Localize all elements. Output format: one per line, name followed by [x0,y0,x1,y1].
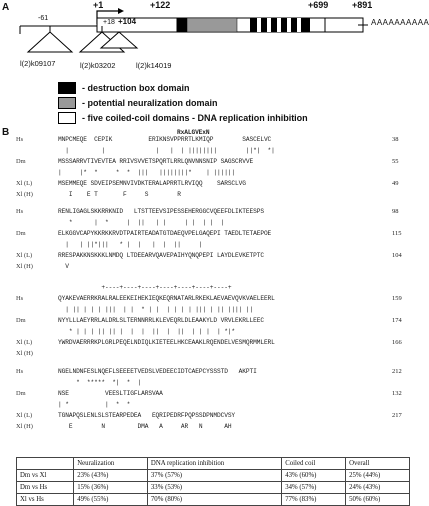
allele-k14019: l(2)k14019 [136,61,172,70]
legend-swatch-gray [58,97,76,109]
legend-text: - five coiled-coil domains - DNA replication inhibition [82,113,308,123]
species-label: Xl (H) [16,191,33,198]
table-header: Neuralization [74,458,148,470]
residue-number: 159 [392,295,402,302]
table-header: Overall [346,458,410,470]
species-label: Xl (L) [16,180,33,187]
pos-plus18: +18 [103,19,115,26]
table-row [17,482,410,494]
species-label: Dm [16,317,26,324]
table-cell: 77% (83%) [282,494,346,506]
sequence-line: TGNAPQSLENLSLSTEARPEDEA EQRIPEDRFPQPSSDPNMDCVSY [58,412,236,419]
sequence-line: YWRDVAERRRKPLGRLPEQELNDIQLKIETEELHKCEAAKLRQENDELVESMQRMMLERL [58,339,275,346]
sequence-line: ELKGGVCAPYKKRKKRVDTPAIRTEADATGTDAEQVPELGAQEPI TAEDLTETAEPOE [58,230,272,237]
panel-a-label: A [2,2,10,13]
sequence-line: +----+----+----+----+----+----+----+ [58,284,232,291]
table-cell: 49% (55%) [74,494,148,506]
table-cell: 24% (43%) [346,482,410,494]
residue-number: 212 [392,368,402,375]
table-header: DNA replication inhibition [147,458,281,470]
residue-number: 38 [392,136,399,143]
identity-table [16,457,410,506]
sequence-line: MSSSARRVTIVEVTEA RRIVSVVETSPQRTLRRLQNVNNSNIP SAGSCRVVE [58,158,254,165]
legend-neuralization [58,97,218,109]
residue-number: 174 [392,317,402,324]
species-label: Xl (L) [16,412,33,419]
legend-text: - potential neuralization domain [82,98,218,108]
sequence-line: * ***** *| * | [58,379,142,386]
insertion-k09107 [28,32,72,52]
panel-b-label: B [2,127,10,138]
sequence-line: * | | | || || | | | || | || | | | | *|* [58,328,236,335]
table-cell: Xl vs Hs [17,494,74,506]
residue-number: 217 [392,412,402,419]
pos-plus122: +122 [150,0,171,10]
residue-number: 132 [392,390,402,397]
table-cell: 15% (36%) [74,482,148,494]
sequence-line: RENLIGAGLSKKRRKNID LTSTTEEVSIPESSEHERGGCVQEEFDLIKTEESPS [58,208,264,215]
species-label: Hs [16,208,24,215]
sequence-line: | || | | | ||| | | * | | | | | | ||| | || |||| || [58,306,254,313]
table-cell: 70% (80%) [147,494,281,506]
species-label: Xl (H) [16,350,33,357]
residue-number: 115 [392,230,402,237]
legend-swatch-white [58,112,76,124]
sequence-line: | | ||*||| * | | | | || | [58,241,203,248]
sequence-line: V [58,263,69,270]
table-cell: Dm vs Xl [17,470,74,482]
pos-plus1: +1 [93,0,104,10]
destruction-box [177,18,187,32]
sequence-line: QYAKEVAERRKRALRALEEKEIHEKIEQKEQRNATARLRKEKLAEVAEVQVKVAELEERL [58,295,275,302]
species-label: Xl (H) [16,423,33,430]
species-label: Dm [16,230,26,237]
sequence-line: I E T F S R [58,191,181,198]
poly-a-tail: AAAAAAAAAA [371,18,429,27]
species-label: Hs [16,368,24,375]
table-cell: 43% (60%) [282,470,346,482]
sequence-line: | |* * * * ||| ||||||||* | |||||| [58,169,236,176]
table-cell: 25% (44%) [346,470,410,482]
allele-k03202: l(2)k03202 [80,61,116,70]
pos-plus104: +104 [118,17,137,26]
header-motif: RxALGVExN [177,129,210,136]
sequence-line: | * | * * [58,401,131,408]
allele-k09107: l(2)k09107 [20,59,56,68]
table-cell: 33% (53%) [147,482,281,494]
residue-number: 104 [392,252,402,259]
sequence-line: MNPCMEQE CEPIK ERIKNSVPPRRTLKMIQP SASCELVC [58,136,272,143]
legend-text: - destruction box domain [82,83,190,93]
species-label: Hs [16,295,24,302]
table-cell: Dm vs Hs [17,482,74,494]
table-header: Coiled coil [282,458,346,470]
species-label: Dm [16,390,26,397]
sequence-line: MSEMMEQE SDVEIPSEMNVIVDKTERALAPRRTLRVIQQ SARSCLVG [58,180,246,187]
species-label: Xl (H) [16,263,33,270]
residue-number: 98 [392,208,399,215]
table-row [17,494,410,506]
arrow-head-icon [118,8,124,14]
neuralization-domain [187,18,237,32]
sequence-line: RRESPAKKNSKKKLNMDQ LTDEEARVQAVEPAIHYQNQPEPI LAYDLEVKETPTC [58,252,264,259]
table-cell: 34% (57%) [282,482,346,494]
species-label: Xl (L) [16,339,33,346]
legend-swatch-black [58,82,76,94]
legend-coiled-coil [58,112,308,124]
table-cell: 37% (57%) [147,470,281,482]
sequence-line: E N DMA A AR N AH [58,423,232,430]
sequence-line: NYYLLLAEYRRLALDRLSLTERNNRRLKLEVEQRLDLEAAKYLD VRVLEKRLLEEC [58,317,264,324]
table-cell: 50% (60%) [346,494,410,506]
residue-number: 49 [392,180,399,187]
table-header [17,458,74,470]
legend-destruction-box [58,82,190,94]
sequence-line: | | | | | |||||||| ||*| *| [58,147,275,154]
species-label: Xl (L) [16,252,33,259]
table-header-row [17,458,410,470]
sequence-line: NGELNDNFESLNQEFLSEEEETVEDSLVEDEECIDTCAEPCYSSSTD AKPTI [58,368,257,375]
exon-3utr [325,18,363,32]
table-cell: 23% (43%) [74,470,148,482]
sequence-line: NSE VEESLTIGFLARSVAA [58,390,163,397]
species-label: Dm [16,158,26,165]
residue-number: 166 [392,339,402,346]
pos-minus61: -61 [38,15,49,22]
sequence-line: * | * | || | | | | | | | [58,219,225,226]
residue-number: 55 [392,158,399,165]
gene-diagram [0,0,418,80]
pos-plus699: +699 [308,0,329,10]
table-row [17,470,410,482]
pos-plus891: +891 [352,0,373,10]
species-label: Hs [16,136,24,143]
